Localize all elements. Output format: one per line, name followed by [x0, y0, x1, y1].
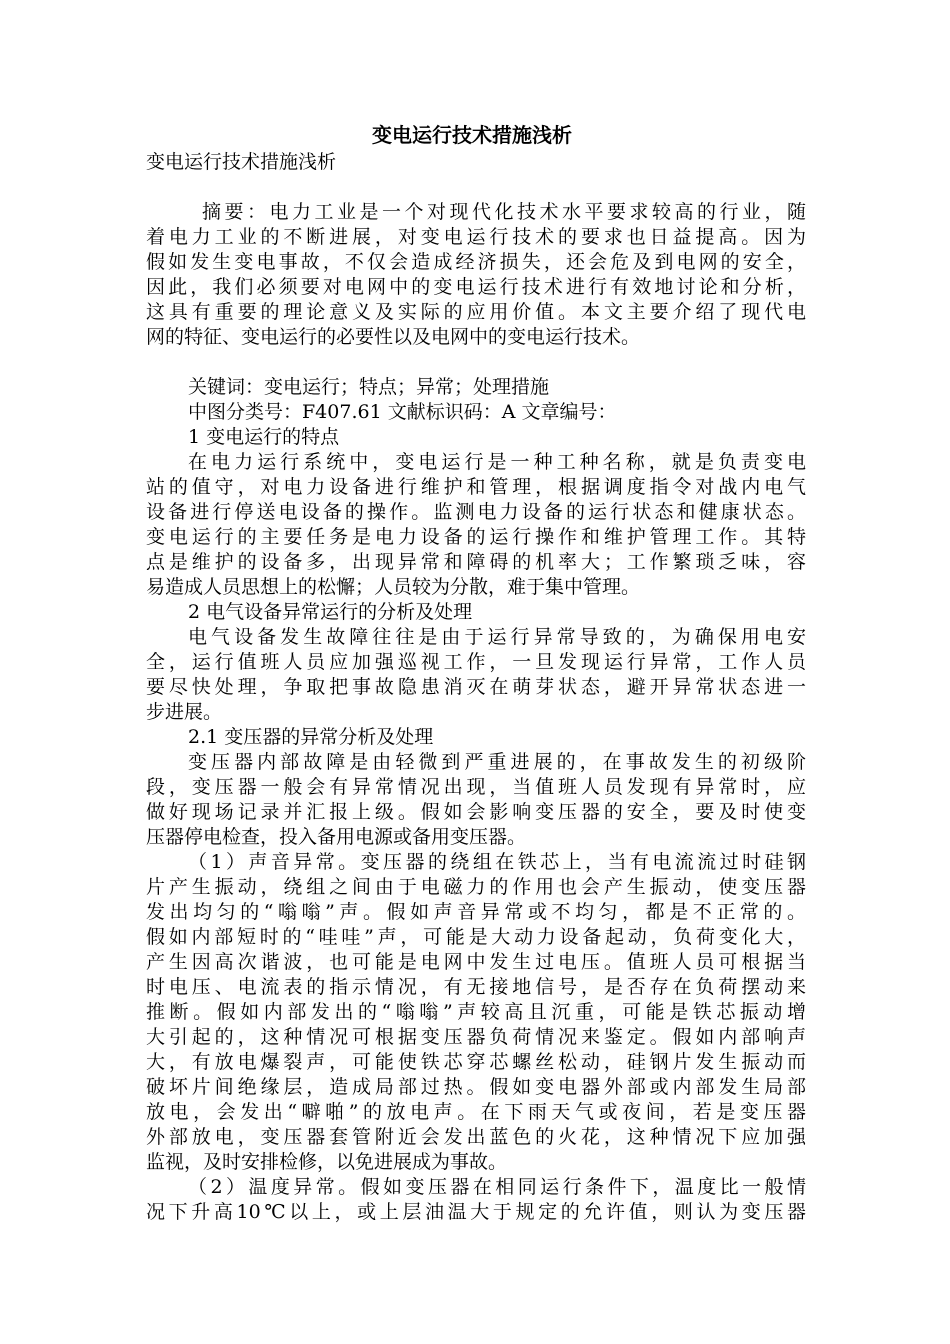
paragraph-line: 推断。假如内部发出的“嗡嗡”声较高且沉重，可能是铁芯振动增 [146, 1001, 806, 1023]
paragraph-line: 大引起的，这种情况可根据变压器负荷情况来鉴定。假如内部响声 [146, 1026, 806, 1048]
paragraph-line: （1）声音异常。变压器的绕组在铁芯上，当有电流流过时硅钢 [188, 851, 806, 873]
paragraph-line: 大，有放电爆裂声，可能使铁芯穿芯螺丝松动，硅钢片发生振动而 [146, 1051, 806, 1073]
paragraph-line: 要尽快处理，争取把事故隐患消灭在萌芽状态，避开异常状态进一 [146, 676, 806, 698]
document-subtitle: 变电运行技术措施浅析 [146, 151, 337, 173]
paragraph-line: （2）温度异常。假如变压器在相同运行条件下，温度比一般情 [188, 1176, 806, 1198]
paragraph-line: 易造成人员思想上的松懈；人员较为分散，难于集中管理。 [146, 576, 641, 598]
paragraph-line: 做好现场记录并汇报上级。假如会影响变压器的安全，要及时使变 [146, 801, 806, 823]
paragraph-line: 况下升高10℃以上，或上层油温大于规定的允许值，则认为变压器 [146, 1201, 806, 1223]
classification-info: 中图分类号：F407.61 文献标识码：A 文章编号： [188, 401, 617, 423]
paragraph-line: 点是维护的设备多，出现异常和障碍的机率大；工作繁琐乏味，容 [146, 551, 806, 573]
section-heading: 2 电气设备异常运行的分析及处理 [188, 601, 473, 623]
paragraph-line: 段，变压器一般会有异常情况出现，当值班人员发现有异常时，应 [146, 776, 806, 798]
paragraph-line: 片产生振动，绕组之间由于电磁力的作用也会产生振动，使变压器 [146, 876, 806, 898]
paragraph-line: 步进展。 [146, 701, 223, 723]
paragraph-line: 产生因高次谐波，也可能是电网中发生过电压。值班人员可根据当 [146, 951, 806, 973]
section-heading: 1 变电运行的特点 [188, 426, 340, 448]
paragraph-line: 假如内部短时的“哇哇”声，可能是大动力设备起动，负荷变化大， [146, 926, 806, 948]
paragraph-line: 发出均匀的“嗡嗡”声。假如声音异常或不均匀，都是不正常的。 [146, 901, 806, 923]
document-page [146, 120, 806, 1225]
subsection-heading: 2.1 变压器的异常分析及处理 [188, 726, 434, 748]
abstract-line: 因此，我们必须要对电网中的变电运行技术进行有效地讨论和分析， [146, 276, 806, 298]
abstract-line: 假如发生变电事故，不仅会造成经济损失，还会危及到电网的安全， [146, 251, 806, 273]
paragraph-line: 变压器内部故障是由轻微到严重进展的，在事故发生的初级阶 [188, 751, 806, 773]
paragraph-line: 站的值守，对电力设备进行维护和管理，根据调度指令对战内电气 [146, 476, 806, 498]
paragraph-line: 设备进行停送电设备的操作。监测电力设备的运行状态和健康状态。 [146, 501, 806, 523]
paragraph-line: 监视，及时安排检修，以免进展成为事故。 [146, 1151, 508, 1173]
abstract-line: 摘要：电力工业是一个对现代化技术水平要求较高的行业，随 [202, 201, 806, 223]
paragraph-line: 时电压、电流表的指示情况，有无接地信号，是否存在负荷摆动来 [146, 976, 806, 998]
paragraph-line: 电气设备发生故障往往是由于运行异常导致的，为确保用电安 [188, 626, 806, 648]
paragraph-line: 外部放电，变压器套管附近会发出蓝色的火花，这种情况下应加强 [146, 1126, 806, 1148]
paragraph-line: 压器停电检查，投入备用电源或备用变压器。 [146, 826, 527, 848]
paragraph-line: 变电运行的主要任务是电力设备的运行操作和维护管理工作。其特 [146, 526, 806, 548]
paragraph-line: 在电力运行系统中，变电运行是一种工种名称，就是负责变电 [188, 451, 806, 473]
blank-line [146, 175, 806, 200]
blank-line [146, 350, 806, 375]
abstract-line: 这具有重要的理论意义及实际的应用价值。本文主要介绍了现代电 [146, 301, 806, 323]
abstract-line: 着电力工业的不断进展，对变电运行技术的要求也日益提高。因为 [146, 226, 806, 248]
paragraph-line: 全，运行值班人员应加强巡视工作，一旦发现运行异常，工作人员 [146, 651, 806, 673]
keywords: 关键词：变电运行；特点；异常；处理措施 [188, 376, 550, 398]
paragraph-line: 破坏片间绝缘层，造成局部过热。假如变电器外部或内部发生局部 [146, 1076, 806, 1098]
document-title: 变电运行技术措施浅析 [372, 123, 572, 147]
abstract-line: 网的特征、变电运行的必要性以及电网中的变电运行技术。 [146, 326, 641, 348]
paragraph-line: 放电，会发出“噼啪”的放电声。在下雨天气或夜间，若是变压器 [146, 1101, 806, 1123]
